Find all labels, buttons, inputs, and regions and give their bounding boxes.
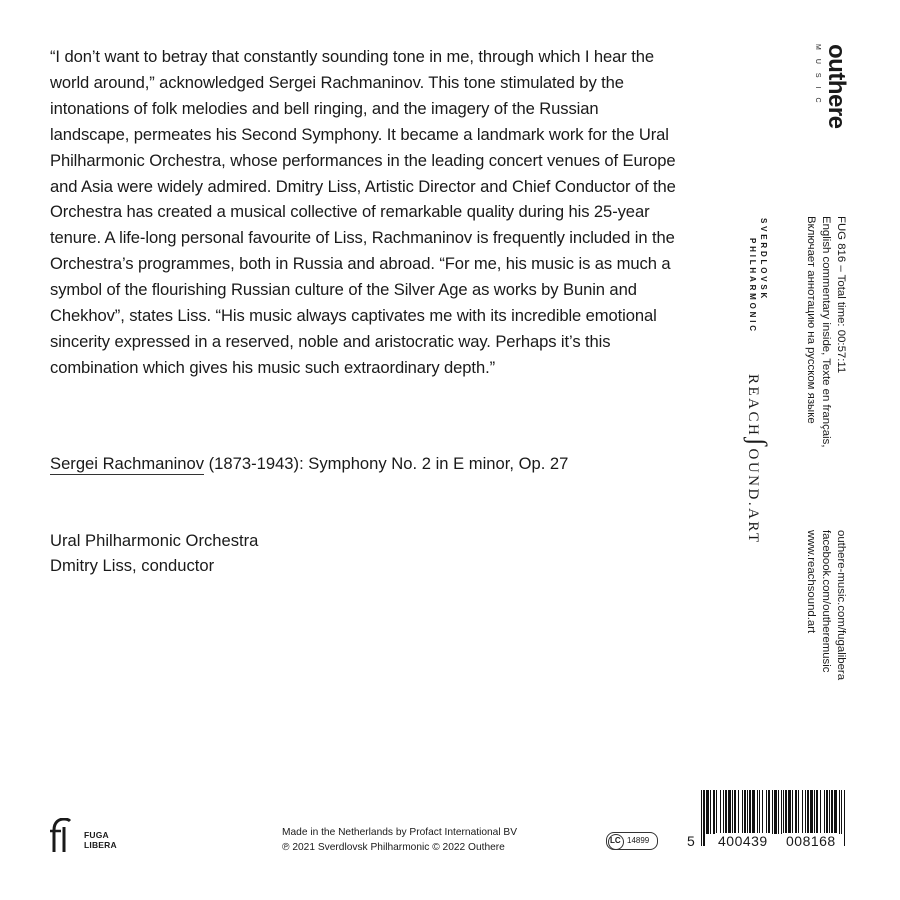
intro-text: “I don’t want to betray that constantly sounding tone in me, through which I hear the world around,” acknowledged Sergei Rachmaninov. This tone stimulated by the intonations of folk melodies and bell ringing, and the imagery of the Russian landscape, permeates his Second Symphony. It became a landmark work for the Ural Philharmonic Orchestra, whose performances in the leading concert venues of Europe and Asia were widely admired. Dmitry Liss, Artistic Director and Chief Conductor of the Orchestra has created a musical collective of remarkable quality during his 25-year tenure. A life-long personal favourite of Liss, Rachmaninov is frequently included in the Orchestra’s programmes, both in Russia and abroad. “For me, his music is as much a symbol of the flourishing Russian culture of the Silver Age as works by Bunin and Chekhov”, states Liss. “His music always captivates me with its incredible emotional sincerity expressed in a reserved, noble and aristocratic way. Perhaps it’s this combination which gives his music such extraordinary depth.” (50, 47, 676, 377)
reach-logo-right: OUND.ART (745, 448, 761, 545)
barcode-bar (703, 790, 705, 846)
barcode-bar (816, 790, 818, 834)
barcode-first-digit: 5 (687, 833, 695, 849)
barcode-bar (810, 790, 813, 834)
barcode-bar (844, 790, 845, 846)
barcode-bar (738, 790, 739, 834)
barcode-bar (834, 790, 837, 834)
link-outhere[interactable]: outhere-music.com/fugalibera (835, 530, 847, 681)
barcode-bar (706, 790, 709, 834)
barcode-bar (744, 790, 746, 834)
copyright: ℗ 2021 Sverdlovsk Philharmonic © 2022 Outhere (282, 842, 505, 853)
composer-name: Sergei Rachmaninov (50, 454, 205, 473)
barcode-bar (759, 790, 760, 834)
sverdlovsk-philharmonic-logo (747, 218, 769, 334)
barcode-bar (734, 790, 736, 834)
barcode-bar (749, 790, 751, 834)
barcode-bar (820, 790, 821, 834)
barcode-bar (732, 790, 733, 834)
barcode-bar (720, 790, 721, 834)
barcode-left-digits: 400439 (715, 833, 771, 849)
work-title (50, 453, 568, 475)
manufacturing-info (282, 825, 517, 855)
fuga-text-line1: FUGA (84, 830, 109, 840)
barcode-bar (774, 790, 777, 834)
barcode-bar (742, 790, 743, 834)
outhere-logo-word: outhere (823, 44, 850, 129)
barcode-bar (747, 790, 748, 834)
barcode-bar (710, 790, 711, 834)
barcode-bar (766, 790, 767, 834)
barcode-bar (841, 790, 842, 834)
work-details: (1873-1943): Symphony No. 2 in E minor, Op. 27 (204, 454, 569, 473)
barcode-bar (805, 790, 806, 834)
barcode-bar (781, 790, 782, 834)
reachsound-logo (743, 374, 772, 545)
link-facebook[interactable]: facebook.com/outheremusic (820, 530, 832, 673)
sverdlovsk-logo-line1: SVERDLOVSK (759, 218, 768, 302)
barcode-bar (795, 790, 797, 834)
performer-conductor: Dmitry Liss, conductor (50, 556, 215, 575)
barcode-bar (752, 790, 755, 834)
catalog-info (803, 216, 848, 448)
label-code-badge (606, 832, 658, 850)
barcode-bar (831, 790, 833, 834)
reach-logo-mark: ʃ (743, 437, 772, 449)
barcode-bar (807, 790, 809, 834)
outhere-music-logo (812, 44, 848, 129)
barcode-bar (778, 790, 779, 834)
barcode-bar (768, 790, 770, 834)
sverdlovsk-logo-line2: PHILHARMONIC (748, 238, 757, 334)
web-links (803, 530, 848, 680)
commentary-languages: English commentary inside, Texte en français, (820, 216, 832, 448)
catalog-number-time: FUG 816 – Total time: 00:57:11 (835, 216, 847, 374)
performer-orchestra: Ural Philharmonic Orchestra (50, 531, 259, 550)
barcode-bar (728, 790, 731, 834)
label-code-prefix: LC (610, 836, 621, 845)
commentary-russian: Включает аннотацию на русском языке (805, 216, 817, 424)
fuga-text-line2: LIBERA (84, 840, 117, 850)
barcode-bar (829, 790, 830, 834)
barcode-bar (725, 790, 727, 834)
reach-logo-left: REACH (745, 374, 761, 438)
barcode-bar (716, 790, 717, 834)
barcode-right-digits: 008168 (783, 833, 839, 849)
barcode-bar (757, 790, 758, 834)
barcode-bar (772, 790, 773, 834)
barcode-bar (762, 790, 763, 834)
barcode-bar (839, 790, 840, 834)
made-in: Made in the Netherlands by Profact International BV (282, 827, 518, 838)
fuga-libera-text (84, 830, 117, 850)
barcode-bar (783, 790, 784, 834)
barcode-bar (824, 790, 825, 834)
barcode-bar (723, 790, 724, 834)
outhere-logo-sub: MUSIC (814, 44, 821, 112)
barcode-bar (802, 790, 803, 834)
barcode-bar (798, 790, 799, 834)
label-code-number: 14899 (627, 836, 650, 845)
fuga-libera-f-icon (50, 818, 78, 852)
barcode-bar (814, 790, 815, 834)
barcode-bar (701, 790, 702, 846)
barcode (687, 790, 852, 850)
barcode-bar (826, 790, 828, 834)
barcode-bar (792, 790, 793, 834)
barcode-bar (713, 790, 715, 834)
link-reachsound[interactable]: www.reachsound.art (805, 530, 817, 634)
performers (50, 528, 258, 578)
